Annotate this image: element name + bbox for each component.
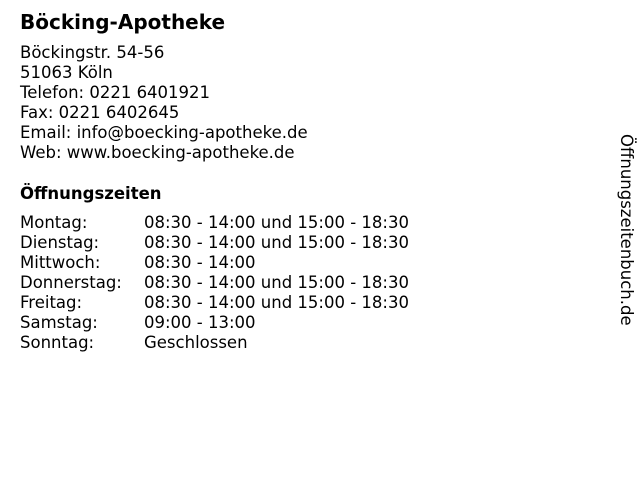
city-address: 51063 Köln [20,63,113,82]
vertical-watermark [612,134,640,364]
website-address: Web: www.boecking-apotheke.de [20,143,295,162]
day-label: Sonntag: [20,333,95,352]
email-address: Email: info@boecking-apotheke.de [20,123,308,142]
fax-number: Fax: 0221 6402645 [20,103,180,122]
street-address: Böckingstr. 54-56 [20,43,165,62]
day-label: Montag: [20,213,88,232]
watermark-text: Öffnungszeitenbuch.de [617,134,636,326]
time-value: 08:30 - 14:00 und 15:00 - 18:30 [144,233,409,252]
time-value: 09:00 - 13:00 [144,313,256,332]
time-value: 08:30 - 14:00 [144,253,256,272]
day-label: Samstag: [20,313,98,332]
day-label: Freitag: [20,293,83,312]
page-title: Böcking-Apotheke [20,10,226,34]
day-label: Dienstag: [20,233,100,252]
day-label: Donnerstag: [20,273,122,292]
address-block [20,43,308,163]
time-value: Geschlossen [144,333,248,352]
time-value: 08:30 - 14:00 und 15:00 - 18:30 [144,213,409,232]
time-value: 08:30 - 14:00 und 15:00 - 18:30 [144,293,409,312]
time-value: 08:30 - 14:00 und 15:00 - 18:30 [144,273,409,292]
day-label: Mittwoch: [20,253,101,272]
hours-heading: Öffnungszeiten [20,184,162,203]
phone-number: Telefon: 0221 6401921 [20,83,211,102]
